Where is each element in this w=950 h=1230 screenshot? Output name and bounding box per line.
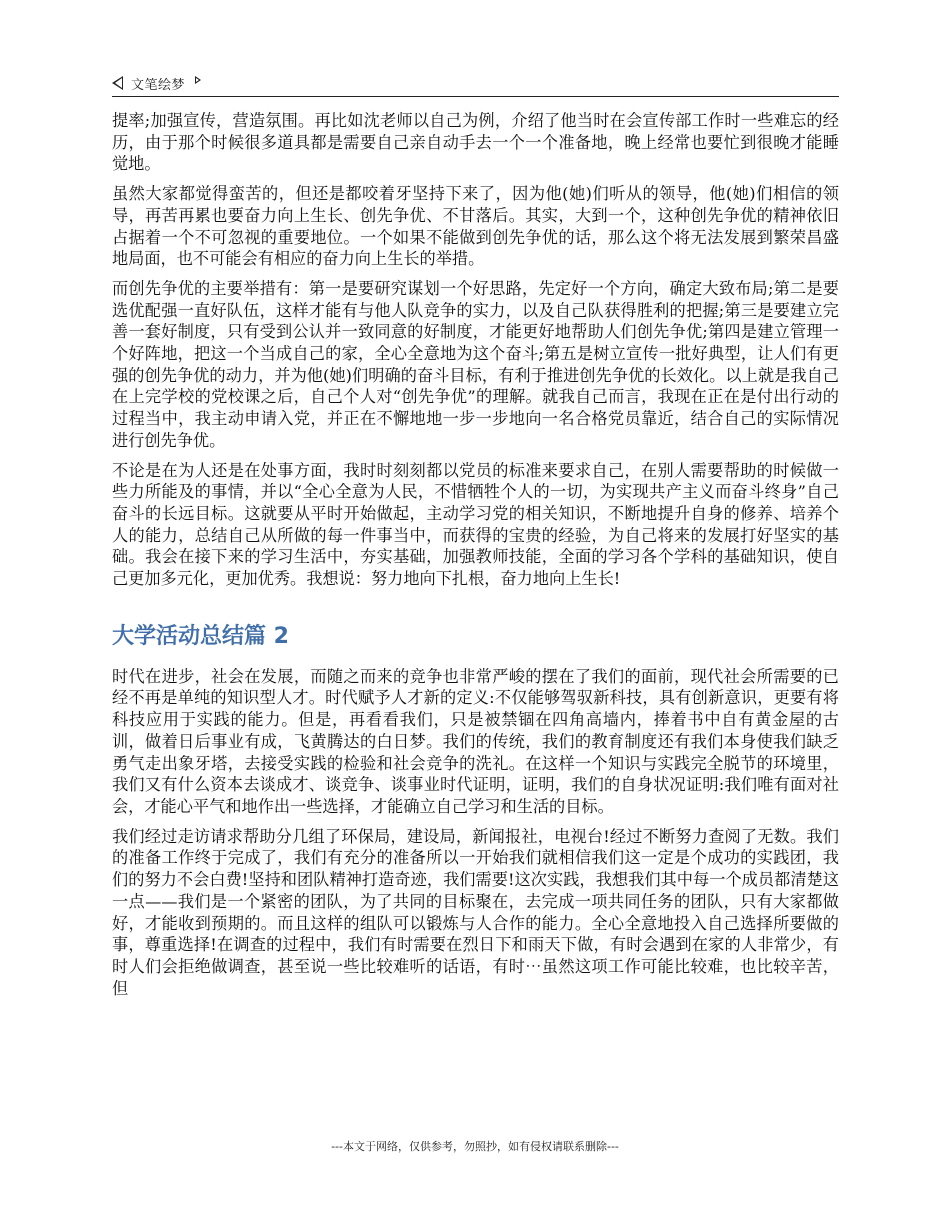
page-header (112, 70, 839, 97)
right-triangle-icon (195, 76, 201, 84)
document-body (112, 110, 839, 1007)
left-triangle-icon (112, 76, 123, 90)
paragraph: 虽然大家都觉得蛮苦的，但还是都咬着牙坚持下来了，因为他(她)们听从的领导，他(她)们相信的领导，再苦再累也要奋力向上生长、创先争优、不甘落后。其实，大到一个，这种创先争优的精神依旧占据着一个不可忽视的重要地位。一个如果不能做到创先争优的话，那么这个将无法发展到繁荣昌盛地局面，也不可能会有相应的奋力向上生长的举措。 (112, 184, 839, 269)
paragraph: 提率;加强宣传，营造氛围。再比如沈老师以自己为例，介绍了他当时在会宣传部工作时一些难忘的经历，由于那个时候很多道具都是需要自己亲自动手去一个一个准备地，晚上经常也要忙到很晚才能睡觉地。 (112, 111, 839, 174)
paragraph: 时代在进步，社会在发展，而随之而来的竞争也非常严峻的摆在了我们的面前，现代社会所需要的已经不再是单纯的知识型人才。时代赋予人才新的定义:不仅能够驾驭新科技，具有创新意识，更要有将科技应用于实践的能力。但是，再看看我们，只是被禁锢在四角高墙内，捧着书中自有黄金屋的古训，做着日后事业有成，飞黄腾达的白日梦。我们的传统，我们的教育制度还有我们本身使我们缺乏勇气走出象牙塔，去接受实践的检验和社会竞争的洗礼。在这样一个知识与实践完全脱节的环境里，我们又有什么资本去谈成才、谈竞争、谈事业时代证明，证明，我们的自身状况证明:我们唯有面对社会，才能心平气和地作出一些选择，才能确立自己学习和生活的目标。 (112, 666, 839, 816)
header-brand: 文笔绘梦 (131, 77, 186, 93)
paragraph: 而创先争优的主要举措有：第一是要研究谋划一个好思路，先定好一个方向，确定大致布局;第二是要选优配强一直好队伍，这样才能有与他人队竞争的实力，以及自己队获得胜利的把握;第三是要建立完善一套好制度，只有受到公认并一致同意的好制度，才能更好地帮助人们创先争优;第四是建立管理一个好阵地，把这一个当成自己的家，全心全意地为这个奋斗;第五是树立宣传一批好典型，让人们有更强的创先争优的动力，并为他(她)们明确的奋斗目标，有利于推进创先争优的长效化。以上就是我自己在上完学校的党校课之后，自己个人对“创先争优”的理解。就我自己而言，我现在正在是付出行动的过程当中，我主动申请入党，并正在不懈地地一步一步地向一名合格党员靠近，结合自己的实际情况进行创先争优。 (112, 278, 839, 450)
paragraph: 不论是在为人还是在处事方面，我时时刻刻都以党员的标准来要求自己，在别人需要帮助的时候做一些力所能及的事情，并以“全心全意为人民，不惜牺牲个人的一切，为实现共产主义而奋斗终身”自己奋斗的长远目标。这就要从平时开始做起，主动学习党的相关知识，不断地提升自身的修养、培养个人的能力，总结自己从所做的每一件事当中，而获得的宝贵的经验，为自己将来的发展打好坚实的基础。我会在接下来的学习生活中，夯实基础，加强教师技能，全面的学习各个学科的基础知识，使自己更加多元化，更加优秀。我想说：努力地向下扎根，奋力地向上生长! (112, 460, 839, 589)
paragraph: 我们经过走访请求帮助分几组了环保局，建设局，新闻报社，电视台!经过不断努力查阅了无数。我们的准备工作终于完成了，我们有充分的准备所以一开始我们就相信我们这一定是个成功的实践团，我们的努力不会白费!坚持和团队精神打造奇迹，我们需要!这次实践，我想我们其中每一个成员都清楚这一点——我们是一个紧密的团队，为了共同的目标聚在，去完成一项共同任务的团队，只有大家都做好，才能收到预期的。而且这样的组队可以锻炼与人合作的能力。全心全意地投入自己选择所要做的事，尊重选择!在调查的过程中，我们有时需要在烈日下和雨天下做，有时会遇到在家的人非常少，有时人们会拒绝做调查，甚至说一些比较难听的话语，有时⋯虽然这项工作可能比较难，也比较辛苦，但 (112, 826, 839, 998)
page-footer: ---本文于网络，仅供参考，勿照抄，如有侵权请联系删除--- (331, 1140, 619, 1153)
section-heading: 大学活动总结篇 2 (112, 623, 289, 649)
